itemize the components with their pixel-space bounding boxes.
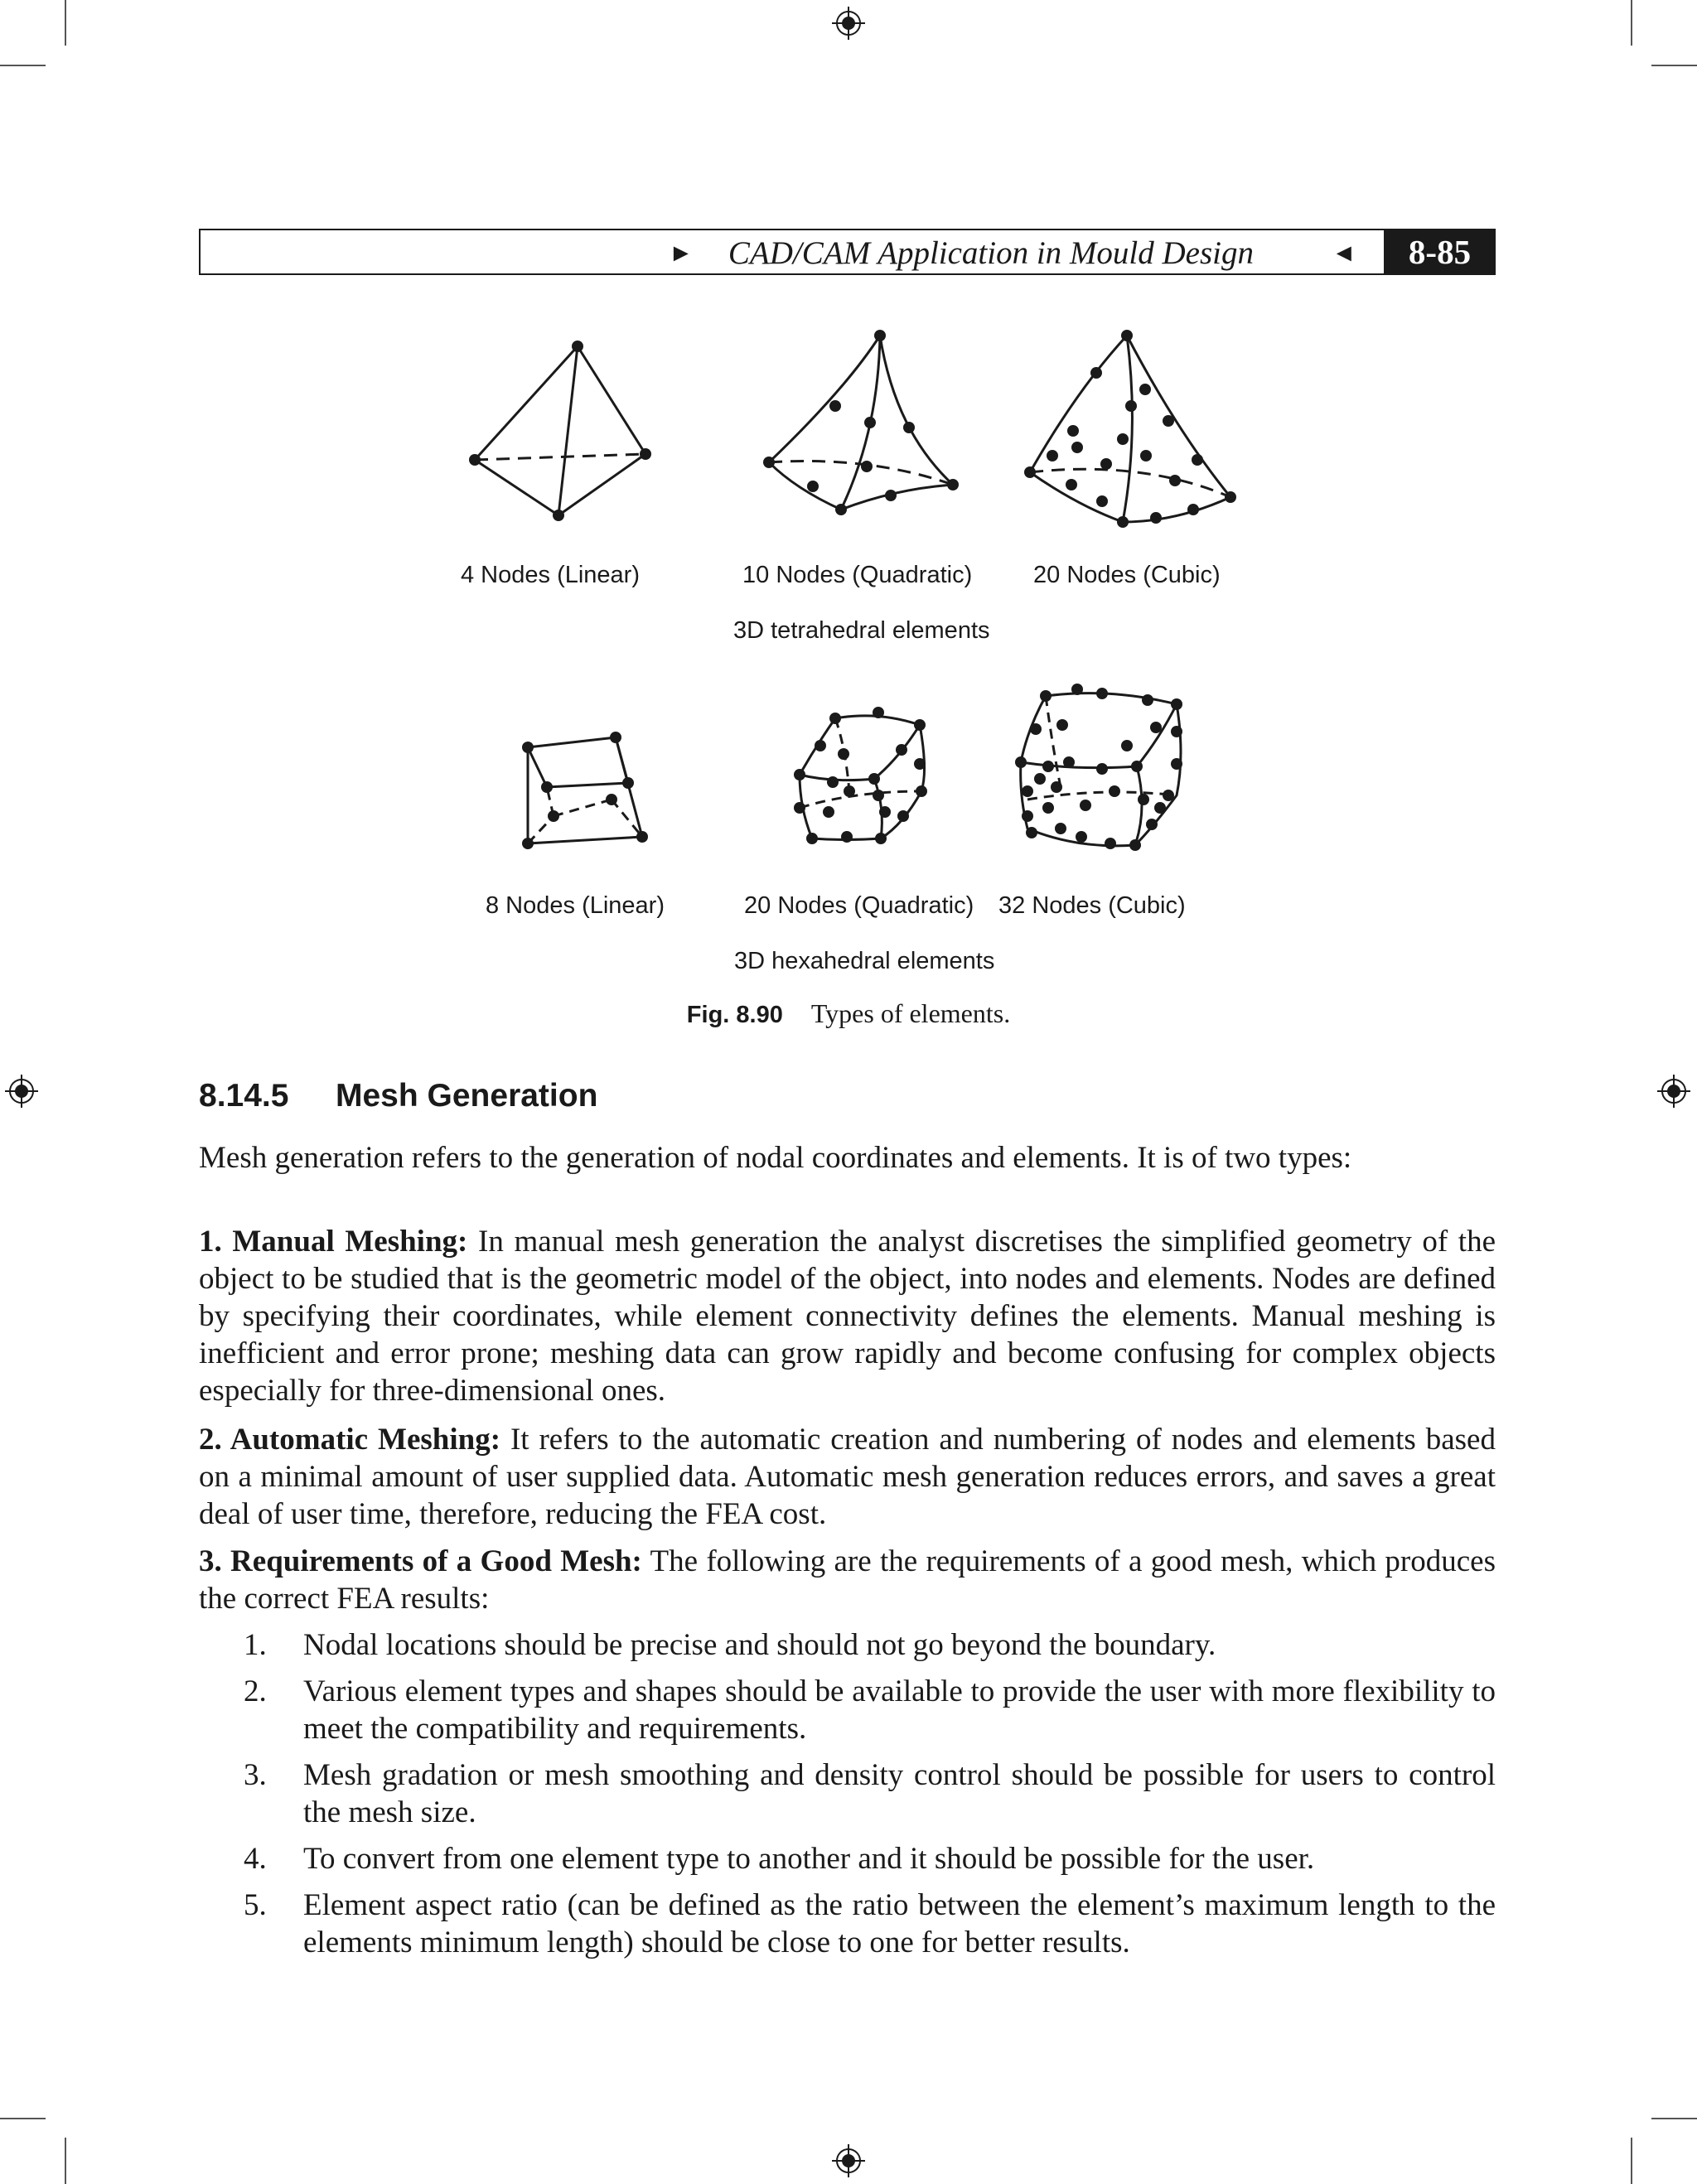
manual-meshing-text: In manual mesh generation the analyst discretises the simplified geometry of the object to be studied that is the geometric model of the object, into nodes and elements. Nodes are defined by specifying their coordinates, while element connectivity defines the elements. Manual meshing is inefficient and error prone; meshing data can grow rapidly and become confusing for complex objects especially for three-dimensional ones. [199, 1225, 1496, 1408]
hexa-quadratic-label: 20 Nodes (Quadratic) [744, 892, 974, 919]
element-types-figure [0, 0, 1697, 994]
registration-mark-icon [5, 1075, 38, 1108]
tetra-cubic-diagram [1030, 336, 1230, 522]
hexa-group-label: 3D hexahedral elements [734, 948, 995, 974]
list-text: To convert from one element type to another and it should be possible for the user. [303, 1842, 1315, 1876]
crop-mark [0, 2118, 46, 2119]
crop-mark [1651, 2118, 1697, 2119]
header-title: CAD/CAM Application in Mould Design [728, 235, 1254, 271]
list-number: 1. [244, 1628, 267, 1662]
requirements-list [199, 1626, 1496, 1970]
intro-paragraph: Mesh generation refers to the generation of nodal coordinates and elements. It is of two types: [199, 1141, 1352, 1175]
left-triangle-icon: ◄ [1332, 239, 1356, 267]
list-item [199, 1756, 1496, 1831]
list-item [199, 1887, 1496, 1961]
automatic-meshing-label: 2. Automatic Meshing: [199, 1423, 501, 1457]
figure-caption-number: Fig. 8.90 [686, 1002, 783, 1028]
tetra-cubic-label: 20 Nodes (Cubic) [1033, 562, 1221, 588]
section-number: 8.14.5 [199, 1078, 289, 1114]
hexa-cubic-label: 32 Nodes (Cubic) [998, 892, 1186, 919]
crop-mark [65, 2138, 66, 2184]
list-text: Nodal locations should be precise and should not go beyond the boundary. [303, 1628, 1216, 1662]
manual-meshing-label: 1. Manual Meshing: [199, 1225, 468, 1259]
page-number: 8-85 [1384, 229, 1496, 275]
tetra-linear-diagram [475, 346, 645, 515]
manual-meshing-paragraph [199, 1223, 1496, 1409]
right-triangle-icon: ► [669, 239, 694, 267]
list-item [199, 1673, 1496, 1747]
list-number: 2. [244, 1674, 267, 1708]
good-mesh-paragraph [199, 1543, 1496, 1617]
list-item [199, 1626, 1496, 1664]
crop-mark [1631, 2138, 1632, 2184]
list-text: Various element types and shapes should be available to provide the user with more flexibility to meet the compatibility and requirements. [303, 1674, 1496, 1746]
automatic-meshing-paragraph [199, 1421, 1496, 1533]
section-heading [199, 1078, 597, 1114]
list-number: 5. [244, 1888, 267, 1922]
list-text: Element aspect ratio (can be defined as the ratio between the element’s maximum length to the elements minimum length) should be close to one for better results. [303, 1888, 1496, 1959]
automatic-meshing-text: It refers to the automatic creation and numbering of nodes and elements based on a minimal amount of user supplied data. Automatic mesh generation reduces errors, and saves a great deal of user time, therefore, reducing the FEA cost. [199, 1423, 1496, 1531]
registration-mark-icon [1657, 1075, 1690, 1108]
list-number: 3. [244, 1758, 267, 1792]
figure-caption [0, 998, 1697, 1029]
list-item [199, 1840, 1496, 1877]
tetra-quadratic-label: 10 Nodes (Quadratic) [742, 562, 973, 588]
tetra-linear-label: 4 Nodes (Linear) [461, 562, 640, 588]
registration-mark-icon [832, 2144, 865, 2177]
good-mesh-label: 3. Requirements of a Good Mesh: [199, 1544, 642, 1578]
good-mesh-text: The following are the requirements of a good mesh, which produces the correct FEA results: [199, 1544, 1496, 1616]
list-number: 4. [244, 1842, 267, 1876]
section-title: Mesh Generation [336, 1078, 598, 1114]
hexa-linear-label: 8 Nodes (Linear) [486, 892, 665, 919]
list-text: Mesh gradation or mesh smoothing and density control should be possible for users to control the mesh size. [303, 1758, 1496, 1829]
tetra-quadratic-diagram [769, 336, 953, 510]
figure-caption-text: Types of elements. [810, 998, 1011, 1028]
tetra-group-label: 3D tetrahedral elements [733, 617, 990, 644]
